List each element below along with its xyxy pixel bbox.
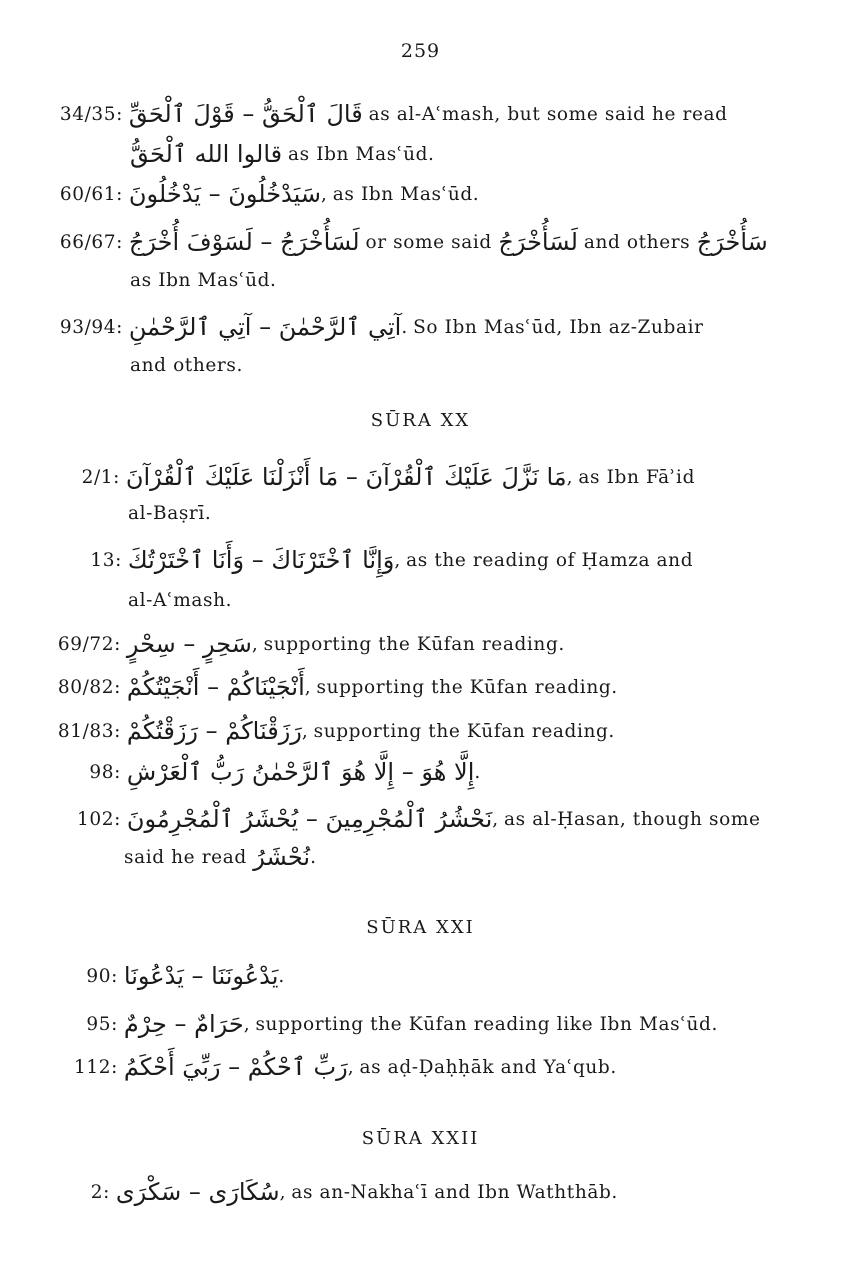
verse-reference: 90: (86, 966, 118, 987)
commentary-text: said he read (124, 847, 254, 868)
commentary-text: or some said (359, 232, 499, 253)
entry-first-line (0, 758, 480, 787)
verse-reference: 81/83: (57, 721, 121, 742)
entry-continuation-line (130, 352, 243, 380)
arabic-reading: لَسَأُخْرَجُ (498, 228, 578, 256)
verse-reference: 93/94: (59, 317, 123, 338)
arabic-reading: لَسَأُخْرَجُ – لَسَوْفَ أُخْرَجُ (128, 228, 360, 256)
arabic-reading: رَبِّ ٱحْكُمْ – رَبِّيَ أَحْكَمُ (123, 1053, 348, 1081)
sura-heading: SŪRA XX (370, 410, 471, 431)
commentary-text: , supporting the Kūfan reading. (304, 677, 618, 698)
arabic-reading: سَيَدْخُلُونَ – يَدْخُلُونَ (128, 180, 321, 208)
arabic-reading: سُكَارَى – سَكْرَى (115, 1178, 280, 1206)
commentary-text: , supporting the Kūfan reading. (251, 634, 565, 655)
commentary-text: as Ibn Masʿūd. (282, 144, 435, 165)
entry-first-line (0, 962, 284, 991)
arabic-reading: رَزَقْنَاكُمْ – رَزَقْتُكُمْ (126, 717, 302, 745)
commentary-text: , as aḍ-Ḍaḥḥāk and Yaʿqub. (347, 1057, 617, 1078)
commentary-text: . (278, 966, 285, 987)
entry-first-line (0, 180, 479, 209)
page-number: 259 (400, 40, 441, 62)
entry-first-line (0, 100, 728, 129)
commentary-text: , supporting the Kūfan reading. (301, 721, 615, 742)
arabic-reading: أَنْجَيْنَاكُمْ – أَنْجَيْتُكُمْ (126, 673, 305, 701)
commentary-text: , as Ibn Fāʾid (566, 467, 696, 488)
verse-reference: 34/35: (59, 104, 123, 125)
commentary-text: , as the reading of Ḥamza and (394, 550, 694, 571)
arabic-reading: آتِي ٱلرَّحْمٰنَ – آتِي ٱلرَّحْمٰنِ (128, 313, 402, 341)
arabic-reading: يَدْعُونَنَا – يَدْعُونَا (123, 962, 279, 990)
arabic-reading: سَحِرٍ – سِحْرٍ (126, 630, 252, 658)
verse-reference: 13: (90, 550, 122, 571)
verse-reference: 112: (74, 1057, 118, 1078)
entry-continuation-line (130, 140, 435, 169)
entry-first-line (0, 1010, 718, 1039)
sura-heading: SŪRA XXI (366, 917, 475, 938)
entry-first-line (0, 1053, 617, 1082)
arabic-reading: قَالَ ٱلْحَقُّ – قَوْلَ ٱلْحَقِّ (128, 100, 363, 128)
commentary-text: , supporting the Kūfan reading like Ibn Masʿūd. (243, 1014, 718, 1035)
verse-reference: 80/82: (57, 677, 121, 698)
commentary-text: , as al-Ḥasan, though some (492, 809, 761, 830)
verse-reference: 69/72: (57, 634, 121, 655)
entry-first-line (0, 546, 693, 575)
entry-continuation-line (124, 843, 316, 872)
commentary-text: , as Ibn Masʿūd. (320, 184, 480, 205)
sura-heading: SŪRA XXII (361, 1128, 480, 1149)
commentary-text: as al-Aʿmash, but some said he read (362, 104, 728, 125)
arabic-reading: قالوا الله ٱلْحَقُّ (130, 140, 283, 168)
commentary-text: . (310, 847, 316, 868)
verse-reference: 2/1: (81, 467, 120, 488)
entry-first-line (0, 1178, 618, 1207)
entry-first-line (0, 228, 768, 257)
verse-reference: 102: (77, 809, 121, 830)
arabic-reading: نُحْشَرُ (253, 843, 311, 871)
commentary-text: al-Baṣrī. (128, 503, 212, 524)
entry-first-line (0, 630, 565, 659)
entry-first-line (0, 673, 618, 702)
commentary-text: as Ibn Masʿūd. (130, 270, 277, 291)
verse-reference: 66/67: (59, 232, 123, 253)
arabic-reading: سَأُخْرَجُ (696, 228, 768, 256)
commentary-text: , as an-Nakhaʿī and Ibn Waththāb. (279, 1182, 618, 1203)
entry-first-line (0, 717, 615, 746)
arabic-reading: نَحْشُرُ ٱلْمُجْرِمِينَ – يُحْشَرُ ٱلْمُجْرِمُونَ (126, 805, 493, 833)
arabic-reading: حَرَامٌ – حِرْمٌ (123, 1010, 244, 1038)
entry-continuation-line (130, 267, 277, 295)
entry-continuation-line (128, 500, 211, 528)
commentary-text: al-Aʿmash. (128, 590, 233, 611)
verse-reference: 2: (90, 1182, 110, 1203)
verse-reference: 60/61: (59, 184, 123, 205)
arabic-reading: وَإِنَّا ٱخْتَرْنَاكَ – وَأَنَا ٱخْتَرْتُكَ (127, 546, 395, 574)
commentary-text: and others. (130, 355, 243, 376)
commentary-text: . So Ibn Masʿūd, Ibn az-Zubair (401, 317, 704, 338)
entry-first-line (0, 313, 704, 342)
arabic-reading: إِلَّا هُوَ – إِلَّا هُوَ ٱلرَّحْمٰنُ رَبُّ ٱلْعَرْشِ (126, 758, 475, 786)
verse-reference: 95: (86, 1014, 118, 1035)
commentary-text: and others (577, 232, 697, 253)
verse-reference: 98: (89, 762, 121, 783)
entry-first-line (0, 463, 695, 492)
arabic-reading: مَا نَزَّلَ عَلَيْكَ ٱلْقُرْآنَ – مَا أَنْزَلْنَا عَلَيْكَ ٱلْقُرْآنَ (125, 463, 567, 491)
entry-first-line (0, 805, 761, 834)
commentary-text: . (474, 762, 481, 783)
entry-continuation-line (128, 587, 232, 615)
